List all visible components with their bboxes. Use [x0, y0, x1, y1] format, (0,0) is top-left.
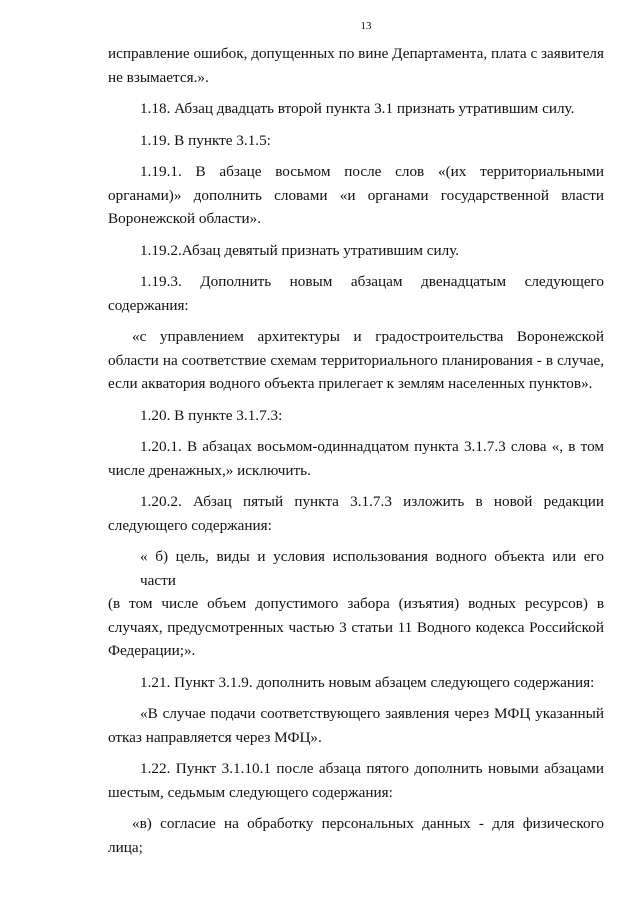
page-number: 13	[360, 20, 372, 32]
text-line: числе дренажных,» исключить.	[108, 461, 311, 479]
text-line: 1.19.2.Абзац девятый признать утратившим силу.	[140, 241, 460, 259]
paragraph-1-20-2	[108, 490, 604, 537]
text-line: области на соответствие схемам территориального планирования - в случае,	[108, 351, 604, 369]
paragraph-1-19-3	[108, 270, 604, 317]
text-line: следующего содержания:	[108, 516, 272, 534]
text-line: не взымается.».	[108, 68, 209, 86]
text-line: случаях, предусмотренных частью 3 статьи 11 Водного кодекса Российской	[108, 618, 604, 636]
paragraph-1-19-2	[108, 239, 604, 263]
text-line: органами)» дополнить словами «и органами государственной власти	[108, 186, 604, 204]
text-line: (в том числе объем допустимого забора (изъятия) водных ресурсов) в	[108, 595, 604, 612]
paragraph-1-20	[108, 404, 604, 428]
paragraph-1-21	[108, 671, 604, 695]
text-line: Воронежской области».	[108, 210, 262, 227]
document-body	[108, 42, 604, 859]
text-line: 1.19.3. Дополнить новым абзацам двенадцатым следующего	[140, 273, 604, 290]
text-line: 1.19.1. В абзаце восьмом после слов «(их территориальными	[140, 163, 604, 180]
text-line: «с управлением архитектуры и градостроительства Воронежской	[132, 328, 604, 345]
paragraph-1-19	[108, 129, 604, 153]
text-line: если акватория водного объекта прилегает к землям населенных пунктов».	[108, 375, 593, 392]
quoted-paragraph-consent	[108, 812, 604, 859]
text-line: лица;	[108, 838, 143, 856]
text-line: «В случае подачи соответствующего заявления через МФЦ указанный	[140, 705, 604, 722]
paragraph-1-18	[108, 97, 604, 121]
paragraph-1-19-1	[108, 160, 604, 231]
quoted-paragraph-architecture	[108, 325, 604, 396]
text-line: 1.22. Пункт 3.1.10.1 после абзаца пятого дополнить новыми абзацами	[140, 760, 604, 777]
paragraph-continuation	[108, 42, 604, 89]
text-line: шестым, седьмым следующего содержания:	[108, 783, 393, 801]
text-line: исправление ошибок, допущенных по вине Департамента, плата с заявителя	[108, 45, 604, 62]
text-line: «в) согласие на обработку персональных данных - для физического	[132, 815, 604, 832]
text-line: 1.20.2. Абзац пятый пункта 3.1.7.3 изложить в новой редакции	[140, 493, 604, 510]
text-line: содержания:	[108, 296, 189, 314]
text-line: 1.20. В пункте 3.1.7.3:	[140, 406, 283, 424]
paragraph-1-20-1	[108, 435, 604, 482]
text-line: 1.21. Пункт 3.1.9. дополнить новым абзацем следующего содержания:	[140, 673, 595, 691]
quoted-paragraph-water-use	[108, 545, 604, 663]
quoted-paragraph-mfc	[108, 702, 604, 749]
text-line: Федерации;».	[108, 642, 196, 659]
text-line: 1.18. Абзац двадцать второй пункта 3.1 признать утратившим силу.	[140, 100, 575, 117]
text-line: 1.19. В пункте 3.1.5:	[140, 131, 271, 149]
paragraph-1-22	[108, 757, 604, 804]
text-line: отказ направляется через МФЦ».	[108, 728, 322, 746]
text-line: « б) цель, виды и условия использования водного объекта или его части	[140, 548, 604, 589]
text-line: 1.20.1. В абзацах восьмом-одиннадцатом пункта 3.1.7.3 слова «, в том	[140, 438, 604, 455]
